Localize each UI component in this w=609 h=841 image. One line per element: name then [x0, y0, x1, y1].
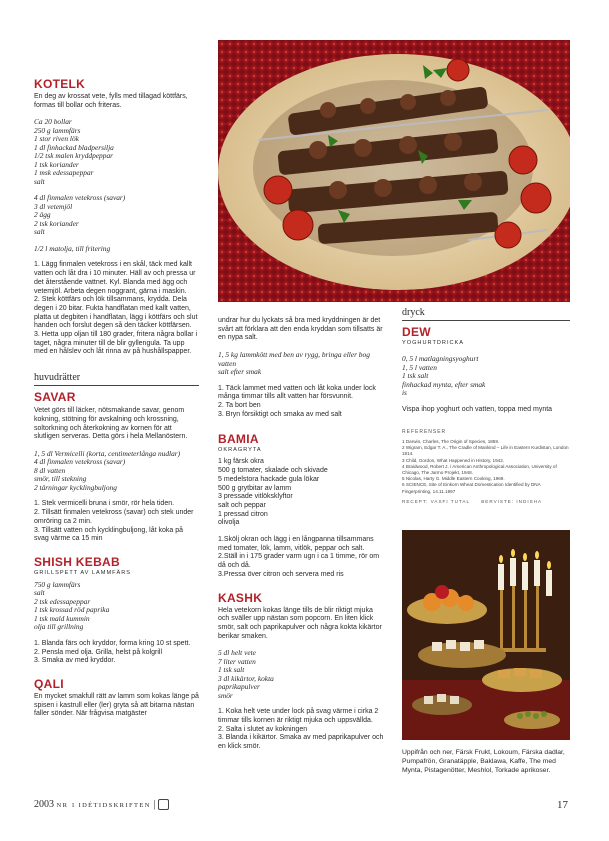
qali-steps: 1. Täck lammet med vatten och låt koka under lock många timmar tills allt vatten har försvunnit. 2. Ta bort ben 3. Bryn försiktigt och smaka av med salt [218, 384, 376, 418]
dew-title: DEW [402, 325, 431, 339]
ingredient: vatten [218, 358, 237, 368]
column-3 [402, 306, 570, 508]
bamia-title: BAMIA [218, 432, 259, 447]
kotelk-ingredients-1 [34, 118, 199, 186]
kashk-steps: 1. Koka helt vete under lock på svag värme i cirka 2 timmar tills kornen är riktigt mjuka och uppsvällda. 2. Salta i slutet av kokningen 3. Blanda i kikärtor. Smaka av med paprikapulver och en klick smör. [218, 708, 384, 751]
shish-subtitle: GRILLSPETT AV LAMMFÄRS [34, 569, 132, 576]
ingredient: 2 tsk koriander [34, 218, 79, 228]
ingredient: salt [34, 588, 45, 598]
ingredient: 2 ägg [34, 210, 51, 220]
savar-title: SAVAR [34, 390, 76, 405]
kebab-photo-illustration [218, 40, 570, 302]
ingredient: 4 dl finmalen vetekross (savar) [34, 457, 126, 467]
footer-year: 2003 [34, 799, 54, 810]
ingredient: Ca 20 bollar [34, 117, 72, 127]
ingredient: 0, 5 l matlagningsyoghurt [402, 354, 479, 363]
ingredient: is [402, 388, 407, 397]
kotelk-ingredients-2 [34, 194, 199, 237]
sweets-photo-illustration [402, 530, 570, 740]
ingredient: salt och peppar [218, 501, 266, 509]
ingredient: 1, 5 dl Vermicelli (korta, centimeterlånga nudlar) [34, 448, 181, 458]
shish-ingredients [34, 581, 199, 632]
ingredient: 1/2 tsk malen kryddpeppar [34, 151, 114, 161]
references-list [402, 439, 570, 495]
ingredient: 250 g lammfärs [34, 125, 81, 135]
qali-title: QALI [34, 677, 64, 692]
shish-steps: 1. Blanda färs och kryddor, forma kring 10 st spett. 2. Pensla med olja. Grilla, helst på kolgrill 3. Smaka av med kryddor. [34, 639, 191, 665]
column-2 [218, 317, 386, 752]
kotelk-title: KOTELK [34, 77, 86, 91]
ingredient: 1 dl finhackad bladpersilja [34, 142, 114, 152]
dew-steps: Vispa ihop yoghurt och vatten, toppa med mynta [402, 405, 553, 413]
ingredient: olja till grillning [34, 622, 84, 632]
ingredient: 2 tärningar kycklingbuljong [34, 482, 117, 492]
ingredient: 1 msk edessapeppar [34, 168, 94, 178]
ingredient: 500 g grytbitar av lamm [218, 484, 292, 492]
page-number: 17 [557, 799, 568, 811]
ingredient: 7 liter vatten [218, 656, 256, 666]
photo-caption: Uppifrån och ner, Färsk Frukt, Lokoum, Färska dadlar, Pumpafrön, Granatäpple, Baklawa, Kaffe, The med Mynta, Pistagenötter, Meshlol, Torkade aprikoser. [402, 749, 565, 774]
ingredient: 1 tsk mald kummin [34, 613, 90, 623]
sweets-photo [402, 530, 570, 740]
bamia-subtitle: OKRAGRYTA [218, 447, 262, 454]
ingredient: 750 g lammfärs [34, 579, 81, 589]
ingredient: smör, till stekning [34, 474, 87, 484]
ingredient: olivolja [218, 519, 240, 527]
qali-ingredients [218, 351, 386, 377]
ingredient: 1 tsk krossad röd paprika [34, 605, 110, 615]
ingredient: 1 pressad citron [218, 510, 268, 518]
savar-intro: Vetet görs till läcker, nötsmakande savar, genom kokning, stötning för avskalning och krossning, soltorkning och återkokning av kornen för att slutligen serveras. Detta görs i hela Mellanöstern. [34, 407, 188, 441]
reference-item: 3 Child, Gordon, What Happened in History, 1942. [402, 457, 505, 463]
ingredient: paprikapulver [218, 682, 260, 692]
ingredient: 4 dl finmalen vetekross (savar) [34, 193, 126, 203]
ingredient: smör [218, 690, 233, 700]
ingredient: 1 stor riven lök [34, 134, 79, 144]
photo-caption-block [402, 748, 570, 775]
dew-ingredients [402, 355, 570, 398]
ingredient: 5 dl helt vete [218, 648, 256, 658]
qali-continued: undrar hur du lyckats så bra med kryddningen är det svårt att förklara att den enda kryddan som tillsatts är en nypa salt. [218, 317, 383, 342]
kotelk-frying-oil: 1/2 l matolja, till fritering [34, 243, 111, 253]
ingredient: 1 tsk salt [218, 665, 245, 675]
ingredient: finhackad mynta, efter smak [402, 379, 486, 389]
ingredient: 5 medelstora hackade gula lökar [218, 475, 320, 483]
savar-steps: 1. Stek vermicelli bruna i smör, rör hela tiden. 2. Tillsätt finmalen vetekross (savar) och stek under omröring ca 2 min. 3. Tillsätt vatten och kycklingbuljong, låt koka på svag värme ca 15 min [34, 500, 194, 543]
ingredient: 1 kg färsk okra [218, 458, 264, 466]
section-heading-main-courses: huvudrätter [34, 371, 199, 386]
dew-subtitle: YOGHURTDRICKA [402, 340, 465, 346]
reference-item: 5 Nicolas, Harty G. Middle Eastern Cooking, 1969. [402, 476, 505, 482]
ingredient: 2 tsk edessapeppar [34, 596, 91, 606]
ingredient: salt [34, 227, 45, 237]
footer-issue: NR 1 [56, 802, 77, 809]
ingredient: 3 pressade vitlöksklyftor [218, 493, 293, 501]
kotelk-intro: En deg av krossat vete, fylls med tillagad köttfärs, formas till bollar och friteras. [34, 93, 188, 109]
ingredient: 3 dl vetemjöl [34, 201, 73, 211]
magazine-logo-icon [158, 799, 169, 810]
ingredient: salt efter smak [218, 367, 262, 377]
reference-item: 4 Braidwood, Robert J. / American Anthropological Association, University of Chicago, The Jarmo Projekt, 1948. [402, 463, 557, 475]
ingredient: 500 g tomater, skalade och skivade [218, 467, 328, 475]
kashk-title: KASHK [218, 590, 263, 605]
kashk-intro: Hela vetekorn kokas länge tills de blir riktigt mjuka och sväller upp nästan som popcorn. En liten klick smör, salt och paprikapulver och några kokta kikärtor berikar smaken. [218, 606, 382, 640]
references-heading: REFERENSER [402, 429, 447, 436]
ingredient: 1 tsk koriander [34, 159, 79, 169]
kebab-photo [218, 40, 570, 302]
bamia-ingredients [218, 458, 386, 528]
ingredient: 8 dl vatten [34, 465, 66, 475]
ingredient: salt [34, 176, 45, 186]
ingredient: 1 tsk salt [402, 371, 429, 380]
qali-intro: En mycket smakfull rätt av lamm som kokas länge på spisen i kastrull eller (ler) gryta så att bitarna nästan faller sönder. När frågvisa matgäster [34, 693, 199, 718]
kotelk-steps: 1. Lägg finmalen vetekross i en skål, täck med kallt vatten och låt dra i 10 minuter. Häll av och pressa ur det återstående vattnet. Kyl. Blanda med ägg och vetemjöl. Arbeta degen noggrant, gärna i maskin. 2. Stek köttfärs och lök tillsammans, krydda. Dela degen i 20 bitar. Fukta handflatan med kallt vatten, platta ut degbiten i handflatan, lägg i köttfärs och slut handen och forslut degen så den täcker köttfärsen. 3. Hetta upp oljan till 180 grader, fritera några bollar i taget, några minuter till de blir gyllengula. Ta upp med en hålslev och låt rinna av på hushållspapper. [34, 261, 198, 356]
ingredient: 1, 5 kg lammkött med ben av rygg, bringa eller bog [218, 350, 370, 360]
shish-title: SHISH KEBAB [34, 554, 120, 569]
reference-item: 1 Darwin, Charles, The Origin of Species, 1859. [402, 438, 500, 444]
footer-magazine: IDÉTIDSKRIFTEN [78, 802, 151, 809]
ingredient: 3 dl kikärtor, kokta [218, 673, 274, 683]
page-footer [34, 799, 169, 810]
ingredient: 1, 5 l vatten [402, 362, 437, 372]
savar-ingredients [34, 450, 199, 493]
recipe-credits: RECEPT: VASFI TUTAL BERVISTE: INDISHA [402, 498, 543, 504]
column-1 [34, 78, 199, 719]
reference-item: 2 Wigram, Edgar T. A., The Cradle of Mankind – Life in Eastern Kurdistan, London 1914. [402, 445, 569, 457]
kashk-ingredients [218, 649, 386, 700]
footer-separator: | [153, 799, 156, 810]
section-heading-drink: dryck [402, 306, 570, 321]
bamia-steps: 1.Skölj okran och lägg i en långpanna tillsammans med tomater, lök, lamm, vitlök, peppar och salt. 2.Ställ in i 175 grader varm ugn i ca 1 timme, rör om då och då. 3.Pressa över citron och servera med ris [218, 536, 380, 578]
reference-item: 6 SCIENCE, Site of Einkorn Wheat Domestication Identified by DNA Fingerprinting, 14.11.1997 [402, 482, 541, 494]
